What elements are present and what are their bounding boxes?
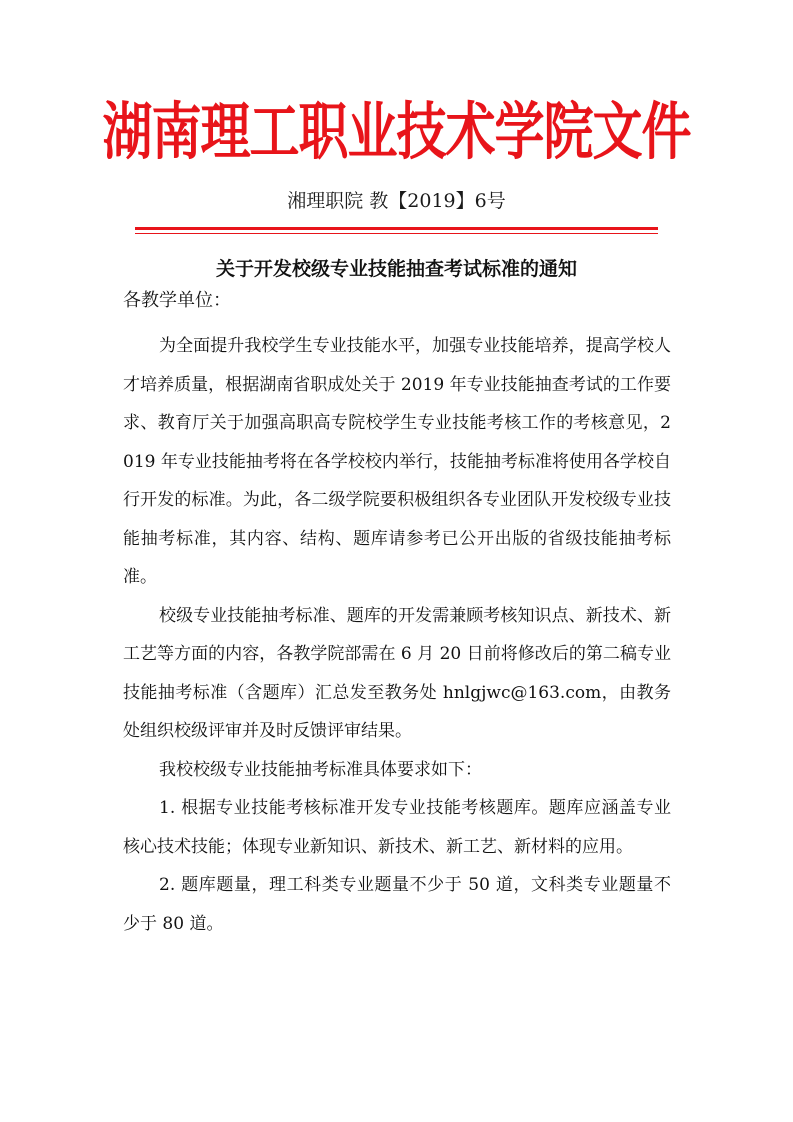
red-divider-thick (135, 227, 658, 230)
document-number: 湘理职院 教【2019】6号 (287, 190, 506, 212)
red-divider-thin (135, 233, 658, 234)
paragraph-intro-list: 我校校级专业技能抽考标准具体要求如下： (159, 759, 482, 780)
masthead-title: 湖南理工职业技术学院文件 (102, 96, 691, 169)
salutation: 各教学单位： (123, 290, 231, 311)
paragraph-purpose: 为全面提升我校学生专业技能水平，加强专业技能培养，提高学校人才培养质量，根据湖南省职成处关于 2019 年专业技能抽查考试的工作要求、教育厅关于加强高职高专院校学生专业技能考核工作的考核意见，2019 年专业技能抽考将在各学校校内举行，技能抽考标准将使用各学校自行开发的标准。为此，各二级学院要积极组织各专业团队开发校级专业技能抽考标准，其内容、结构、题库请参考已公开出版的省级技能抽考标准。 (123, 336, 671, 587)
paragraph-requirements: 校级专业技能抽考标准、题库的开发需兼顾考核知识点、新技术、新工艺等方面的内容，各教学院部需在 6 月 20 日前将修改后的第二稿专业技能抽考标准（含题库）汇总发至教务处 hnlgjwc@163.com，由教务处组织校级评审并及时反馈评审结果。 (123, 605, 671, 741)
list-item-1: 1. 根据专业技能考核标准开发专业技能考核题库。题库应涵盖专业核心技术技能；体现专业新知识、新技术、新工艺、新材料的应用。 (123, 798, 671, 857)
notice-body (123, 327, 671, 943)
notice-title: 关于开发校级专业技能抽查考试标准的通知 (215, 258, 577, 280)
list-item-2: 2. 题库题量，理工科类专业题量不少于 50 道，文科类专业题量不少于 80 道。 (123, 875, 671, 934)
